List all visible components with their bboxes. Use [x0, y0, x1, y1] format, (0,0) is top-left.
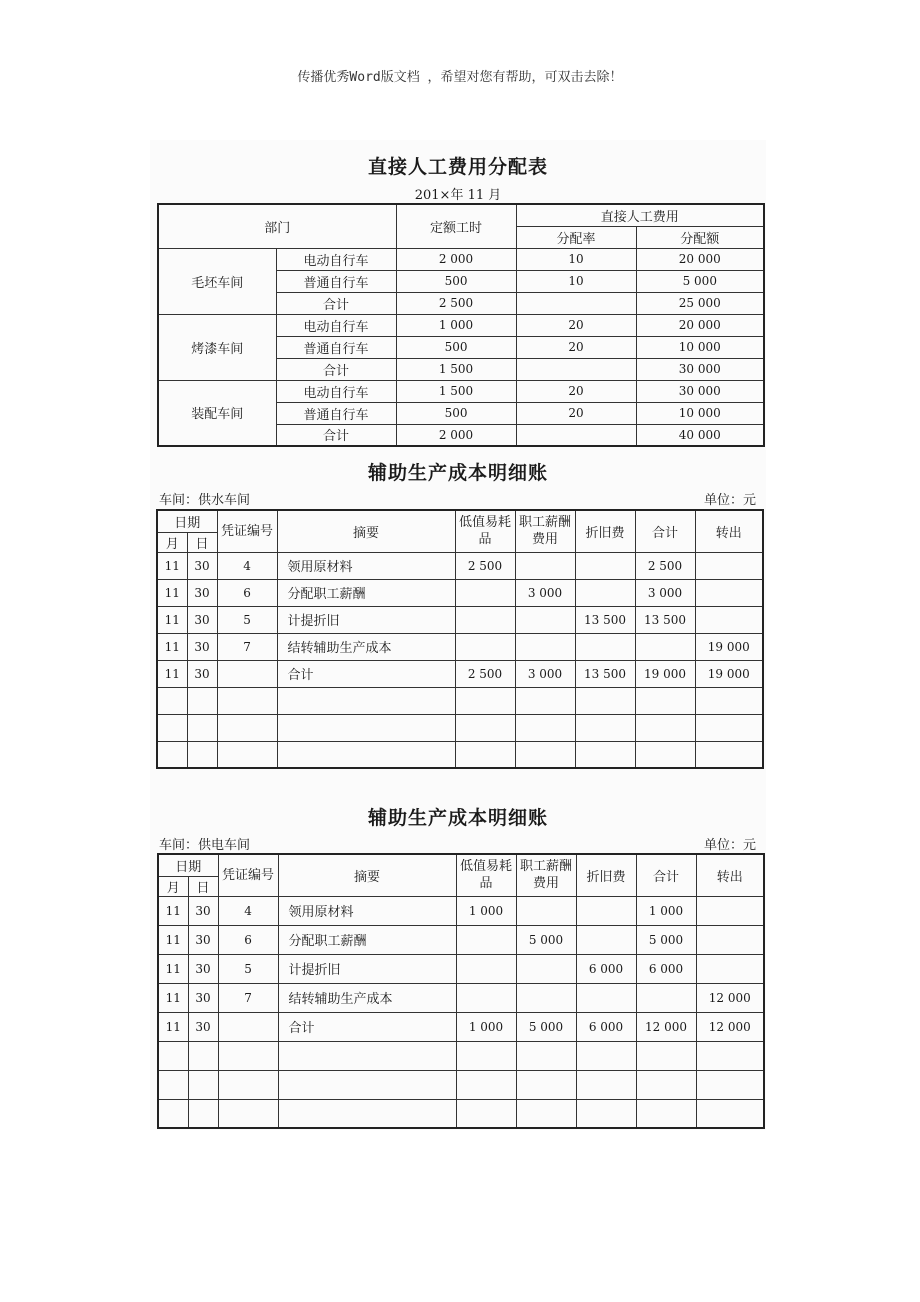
ledger-row: [158, 983, 764, 1012]
entry-depreciation: [576, 1070, 636, 1099]
entry-salary: 5 000: [516, 925, 576, 954]
ledger-row: [158, 1012, 764, 1041]
entry-consumables: [456, 1099, 516, 1128]
entry-depreciation: [575, 633, 635, 660]
ledger-row: [158, 1041, 764, 1070]
entry-summary: [278, 1099, 456, 1128]
entry-total: [635, 714, 695, 741]
quota-hours: 1 500: [396, 358, 516, 380]
header-summary: 摘要: [277, 510, 455, 552]
entry-summary: [278, 1070, 456, 1099]
entry-total: 6 000: [636, 954, 696, 983]
entry-transfer: [696, 1070, 764, 1099]
entry-depreciation: [576, 983, 636, 1012]
entry-total: [635, 633, 695, 660]
entry-voucher: [217, 741, 277, 768]
allocation-amount: 30 000: [636, 358, 764, 380]
entry-summary: 领用原材料: [277, 552, 455, 579]
ledger-row: [158, 954, 764, 983]
entry-transfer: [695, 741, 763, 768]
entry-consumables: [455, 741, 515, 768]
entry-summary: [278, 1041, 456, 1070]
entry-day: 30: [187, 606, 217, 633]
labor-table-title: 直接人工费用分配表: [367, 156, 548, 178]
entry-month: 11: [157, 660, 187, 687]
header-salary: 职工薪酬费用: [515, 510, 575, 552]
ledger-row: [158, 925, 764, 954]
quota-hours: 1 500: [396, 380, 516, 402]
entry-day: 30: [187, 633, 217, 660]
ledger-2-table: [157, 853, 765, 1129]
ledger-1-title: 辅助生产成本明细账: [367, 462, 548, 484]
entry-month: 11: [158, 896, 188, 925]
watermark-text: 传播优秀Word版文档 ，希望对您有帮助，可双击去除！: [297, 70, 623, 85]
entry-month: 11: [157, 606, 187, 633]
entry-depreciation: [576, 1099, 636, 1128]
entry-total: 1 000: [636, 896, 696, 925]
entry-depreciation: [576, 925, 636, 954]
entry-total: 5 000: [636, 925, 696, 954]
entry-transfer: 19 000: [695, 633, 763, 660]
entry-month: [157, 714, 187, 741]
entry-day: 30: [187, 552, 217, 579]
entry-consumables: 1 000: [456, 896, 516, 925]
entry-day: 30: [188, 896, 218, 925]
ledger-1-workshop: 车间：供水车间: [159, 493, 251, 508]
entry-voucher: 7: [217, 633, 277, 660]
entry-voucher: 5: [218, 954, 278, 983]
entry-depreciation: 13 500: [575, 606, 635, 633]
product-name: 电动自行车: [276, 248, 396, 270]
product-name: 合计: [276, 424, 396, 446]
entry-total: 12 000: [636, 1012, 696, 1041]
entry-month: 11: [157, 552, 187, 579]
dept-name: 烤漆车间: [158, 314, 276, 380]
allocation-amount: 5 000: [636, 270, 764, 292]
entry-month: [157, 687, 187, 714]
entry-day: 30: [187, 660, 217, 687]
entry-day: [188, 1099, 218, 1128]
entry-transfer: 12 000: [696, 1012, 764, 1041]
entry-salary: [516, 954, 576, 983]
entry-summary: 计提折旧: [278, 954, 456, 983]
allocation-amount: 25 000: [636, 292, 764, 314]
header-depreciation: 折旧费: [576, 854, 636, 896]
entry-transfer: 19 000: [695, 660, 763, 687]
entry-depreciation: [575, 687, 635, 714]
entry-month: 11: [157, 579, 187, 606]
header-transfer: 转出: [695, 510, 763, 552]
entry-salary: [515, 741, 575, 768]
entry-voucher: 4: [218, 896, 278, 925]
header-transfer: 转出: [696, 854, 764, 896]
entry-month: [158, 1070, 188, 1099]
allocation-rate: 20: [516, 336, 636, 358]
header-summary: 摘要: [278, 854, 456, 896]
entry-day: 30: [187, 579, 217, 606]
entry-month: 11: [158, 925, 188, 954]
ledger-2-unit: 单位：元: [704, 838, 757, 853]
allocation-amount: 10 000: [636, 336, 764, 358]
entry-summary: 领用原材料: [278, 896, 456, 925]
entry-consumables: [455, 579, 515, 606]
allocation-rate: [516, 424, 636, 446]
entry-depreciation: 13 500: [575, 660, 635, 687]
quota-hours: 500: [396, 402, 516, 424]
allocation-amount: 10 000: [636, 402, 764, 424]
header-rate: 分配率: [516, 226, 636, 248]
entry-total: [636, 1041, 696, 1070]
allocation-rate: 10: [516, 270, 636, 292]
entry-summary: [277, 714, 455, 741]
product-name: 普通自行车: [276, 270, 396, 292]
entry-consumables: [456, 1070, 516, 1099]
entry-transfer: [696, 896, 764, 925]
header-date: 日期: [157, 510, 217, 532]
entry-transfer: [696, 1099, 764, 1128]
product-name: 电动自行车: [276, 380, 396, 402]
entry-voucher: 4: [217, 552, 277, 579]
ledger-row: [158, 1070, 764, 1099]
entry-total: 2 500: [635, 552, 695, 579]
entry-day: [188, 1070, 218, 1099]
entry-month: 11: [157, 633, 187, 660]
ledger-row: [157, 552, 763, 579]
ledger-2-workshop: 车间：供电车间: [159, 838, 251, 853]
quota-hours: 500: [396, 336, 516, 358]
entry-depreciation: [576, 896, 636, 925]
entry-salary: 5 000: [516, 1012, 576, 1041]
entry-day: 30: [188, 925, 218, 954]
entry-total: [636, 1070, 696, 1099]
entry-salary: [515, 714, 575, 741]
entry-summary: [277, 741, 455, 768]
header-direct-labor: 直接人工费用: [516, 204, 764, 226]
entry-voucher: [218, 1041, 278, 1070]
entry-summary: [277, 687, 455, 714]
ledger-row: [158, 1099, 764, 1128]
entry-transfer: [695, 579, 763, 606]
entry-consumables: [455, 606, 515, 633]
entry-day: 30: [188, 954, 218, 983]
entry-salary: [516, 983, 576, 1012]
entry-summary: 结转辅助生产成本: [278, 983, 456, 1012]
allocation-rate: [516, 292, 636, 314]
header-total: 合计: [636, 854, 696, 896]
allocation-rate: [516, 358, 636, 380]
entry-consumables: [456, 983, 516, 1012]
entry-depreciation: 6 000: [576, 954, 636, 983]
entry-transfer: [696, 1041, 764, 1070]
entry-transfer: [695, 552, 763, 579]
entry-depreciation: [576, 1041, 636, 1070]
quota-hours: 2 000: [396, 248, 516, 270]
entry-transfer: [695, 714, 763, 741]
entry-month: [158, 1041, 188, 1070]
entry-month: [158, 1099, 188, 1128]
entry-transfer: [696, 925, 764, 954]
product-name: 普通自行车: [276, 336, 396, 358]
entry-day: [187, 687, 217, 714]
header-day: 日: [188, 876, 218, 896]
header-date: 日期: [158, 854, 218, 876]
ledger-row: [157, 633, 763, 660]
allocation-amount: 20 000: [636, 314, 764, 336]
entry-consumables: 2 500: [455, 552, 515, 579]
labor-table-period: 201×年 11 月: [414, 188, 502, 203]
allocation-amount: 30 000: [636, 380, 764, 402]
entry-total: 19 000: [635, 660, 695, 687]
quota-hours: 2 000: [396, 424, 516, 446]
entry-consumables: [456, 954, 516, 983]
entry-voucher: 7: [218, 983, 278, 1012]
allocation-rate: 20: [516, 380, 636, 402]
entry-consumables: [455, 633, 515, 660]
product-name: 普通自行车: [276, 402, 396, 424]
entry-consumables: 2 500: [455, 660, 515, 687]
entry-consumables: 1 000: [456, 1012, 516, 1041]
entry-month: 11: [158, 954, 188, 983]
ledger-row: [157, 606, 763, 633]
header-voucher: 凭证编号: [218, 854, 278, 896]
entry-consumables: [456, 1041, 516, 1070]
labor-row: [158, 248, 764, 270]
product-name: 合计: [276, 358, 396, 380]
entry-day: [188, 1041, 218, 1070]
ledger-1-unit: 单位：元: [704, 493, 757, 508]
entry-transfer: [695, 606, 763, 633]
entry-voucher: [217, 660, 277, 687]
header-consumables: 低值易耗品: [456, 854, 516, 896]
dept-name: 装配车间: [158, 380, 276, 446]
labor-row: [158, 380, 764, 402]
header-salary: 职工薪酬费用: [516, 854, 576, 896]
dept-name: 毛坯车间: [158, 248, 276, 314]
entry-transfer: 12 000: [696, 983, 764, 1012]
entry-day: [187, 714, 217, 741]
entry-total: [636, 1099, 696, 1128]
ledger-row: [157, 579, 763, 606]
entry-month: 11: [158, 983, 188, 1012]
entry-voucher: 5: [217, 606, 277, 633]
quota-hours: 2 500: [396, 292, 516, 314]
entry-transfer: [695, 687, 763, 714]
entry-voucher: [218, 1012, 278, 1041]
allocation-rate: 10: [516, 248, 636, 270]
ledger-1-table: [156, 509, 764, 769]
entry-depreciation: [575, 579, 635, 606]
ledger-row: [157, 687, 763, 714]
allocation-amount: 20 000: [636, 248, 764, 270]
entry-voucher: [217, 687, 277, 714]
ledger-row: [157, 660, 763, 687]
entry-depreciation: [575, 552, 635, 579]
quota-hours: 1 000: [396, 314, 516, 336]
allocation-rate: 20: [516, 314, 636, 336]
entry-summary: 分配职工薪酬: [277, 579, 455, 606]
header-consumables: 低值易耗品: [455, 510, 515, 552]
entry-consumables: [455, 687, 515, 714]
ledger-row: [158, 896, 764, 925]
entry-depreciation: [575, 741, 635, 768]
entry-consumables: [455, 714, 515, 741]
entry-summary: 结转辅助生产成本: [277, 633, 455, 660]
entry-total: [635, 687, 695, 714]
entry-day: [187, 741, 217, 768]
entry-total: [635, 741, 695, 768]
entry-summary: 合计: [278, 1012, 456, 1041]
entry-month: 11: [158, 1012, 188, 1041]
entry-total: 13 500: [635, 606, 695, 633]
ledger-2-title: 辅助生产成本明细账: [367, 807, 548, 829]
labor-row: [158, 314, 764, 336]
entry-salary: 3 000: [515, 660, 575, 687]
entry-day: 30: [188, 1012, 218, 1041]
quota-hours: 500: [396, 270, 516, 292]
header-voucher: 凭证编号: [217, 510, 277, 552]
header-total: 合计: [635, 510, 695, 552]
product-name: 电动自行车: [276, 314, 396, 336]
header-amount: 分配额: [636, 226, 764, 248]
allocation-rate: 20: [516, 402, 636, 424]
entry-total: 3 000: [635, 579, 695, 606]
entry-voucher: [218, 1099, 278, 1128]
entry-salary: [515, 687, 575, 714]
header-month: 月: [158, 876, 188, 896]
entry-salary: [515, 606, 575, 633]
entry-voucher: [217, 714, 277, 741]
header-month: 月: [157, 532, 187, 552]
entry-month: [157, 741, 187, 768]
header-hours: 定额工时: [396, 204, 516, 248]
entry-salary: [515, 552, 575, 579]
header-depreciation: 折旧费: [575, 510, 635, 552]
header-dept: 部门: [158, 204, 396, 248]
ledger-row: [157, 714, 763, 741]
entry-salary: [516, 1070, 576, 1099]
entry-salary: [515, 633, 575, 660]
entry-depreciation: [575, 714, 635, 741]
entry-summary: 计提折旧: [277, 606, 455, 633]
labor-allocation-table: [157, 203, 765, 447]
entry-salary: [516, 896, 576, 925]
entry-salary: [516, 1041, 576, 1070]
entry-salary: 3 000: [515, 579, 575, 606]
header-day: 日: [187, 532, 217, 552]
entry-total: [636, 983, 696, 1012]
allocation-amount: 40 000: [636, 424, 764, 446]
entry-summary: 合计: [277, 660, 455, 687]
entry-depreciation: 6 000: [576, 1012, 636, 1041]
entry-voucher: 6: [217, 579, 277, 606]
entry-voucher: [218, 1070, 278, 1099]
entry-day: 30: [188, 983, 218, 1012]
entry-transfer: [696, 954, 764, 983]
entry-salary: [516, 1099, 576, 1128]
entry-consumables: [456, 925, 516, 954]
entry-voucher: 6: [218, 925, 278, 954]
ledger-row: [157, 741, 763, 768]
entry-summary: 分配职工薪酬: [278, 925, 456, 954]
product-name: 合计: [276, 292, 396, 314]
